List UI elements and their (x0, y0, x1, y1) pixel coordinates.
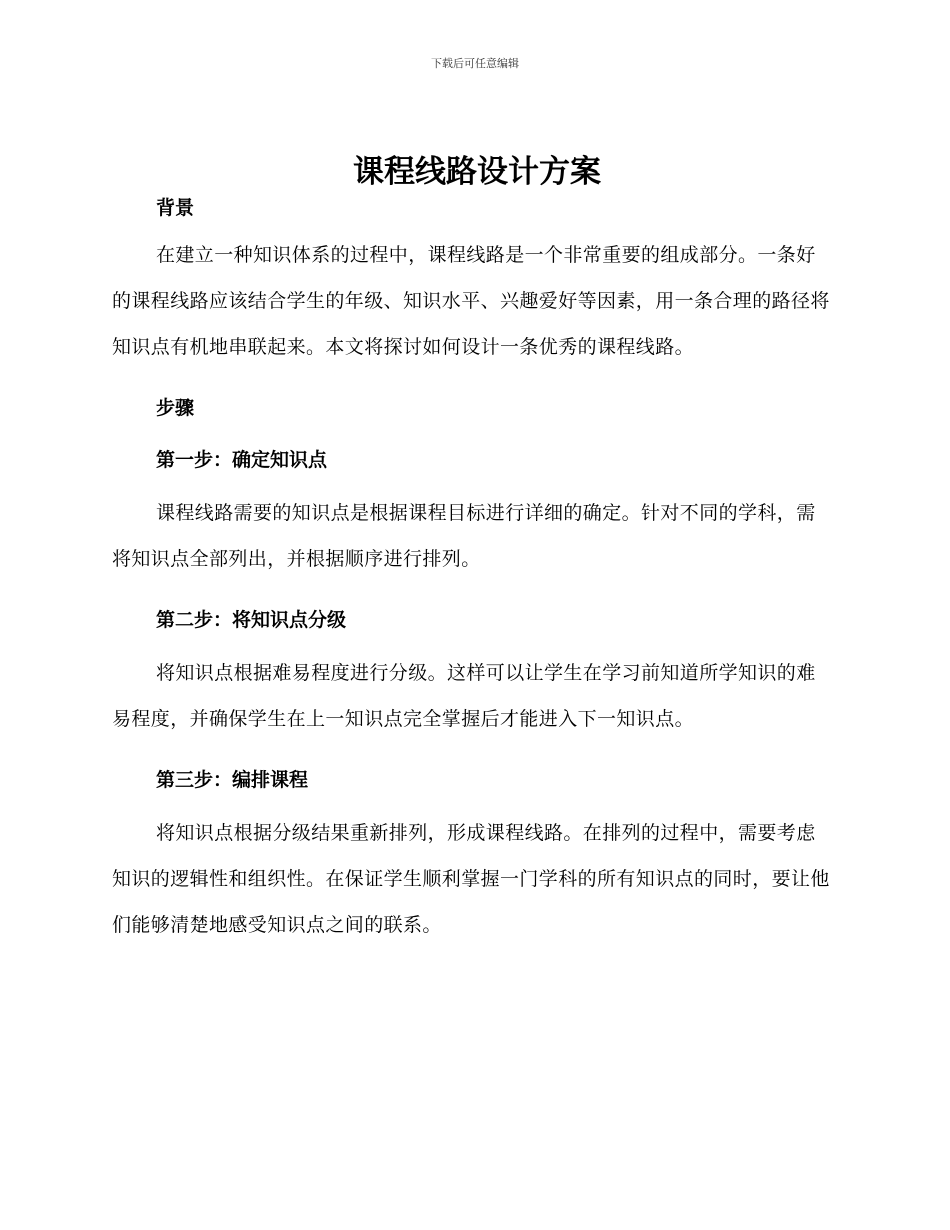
step3-heading: 第三步：编排课程 (156, 769, 309, 791)
background-heading: 背景 (156, 197, 195, 219)
document-title: 课程线路设计方案 (353, 154, 601, 190)
background-paragraph: 在建立一种知识体系的过程中，课程线路是一个非常重要的组成部分。一条好的课程线路应该结合学生的年级、知识水平、兴趣爱好等因素，用一条合理的路径将知识点有机地串联起来。本文将探讨如何设计一条优秀的课程线路。 (112, 244, 830, 358)
step2-paragraph: 将知识点根据难易程度进行分级。这样可以让学生在学习前知道所学知识的难易程度，并确保学生在上一知识点完全掌握后才能进入下一知识点。 (112, 662, 816, 730)
step3-paragraph: 将知识点根据分级结果重新排列，形成课程线路。在排列的过程中，需要考虑知识的逻辑性和组织性。在保证学生顺利掌握一门学科的所有知识点的同时，要让他们能够清楚地感受知识点之间的联系。 (112, 822, 830, 936)
steps-heading: 步骤 (156, 397, 195, 419)
document-body (112, 150, 832, 948)
header-note: 下载后可任意编辑 (431, 57, 519, 70)
step1-heading: 第一步：确定知识点 (156, 449, 328, 471)
step2-heading: 第二步：将知识点分级 (156, 609, 347, 631)
step1-paragraph: 课程线路需要的知识点是根据课程目标进行详细的确定。针对不同的学科，需将知识点全部列出，并根据顺序进行排列。 (112, 502, 816, 570)
